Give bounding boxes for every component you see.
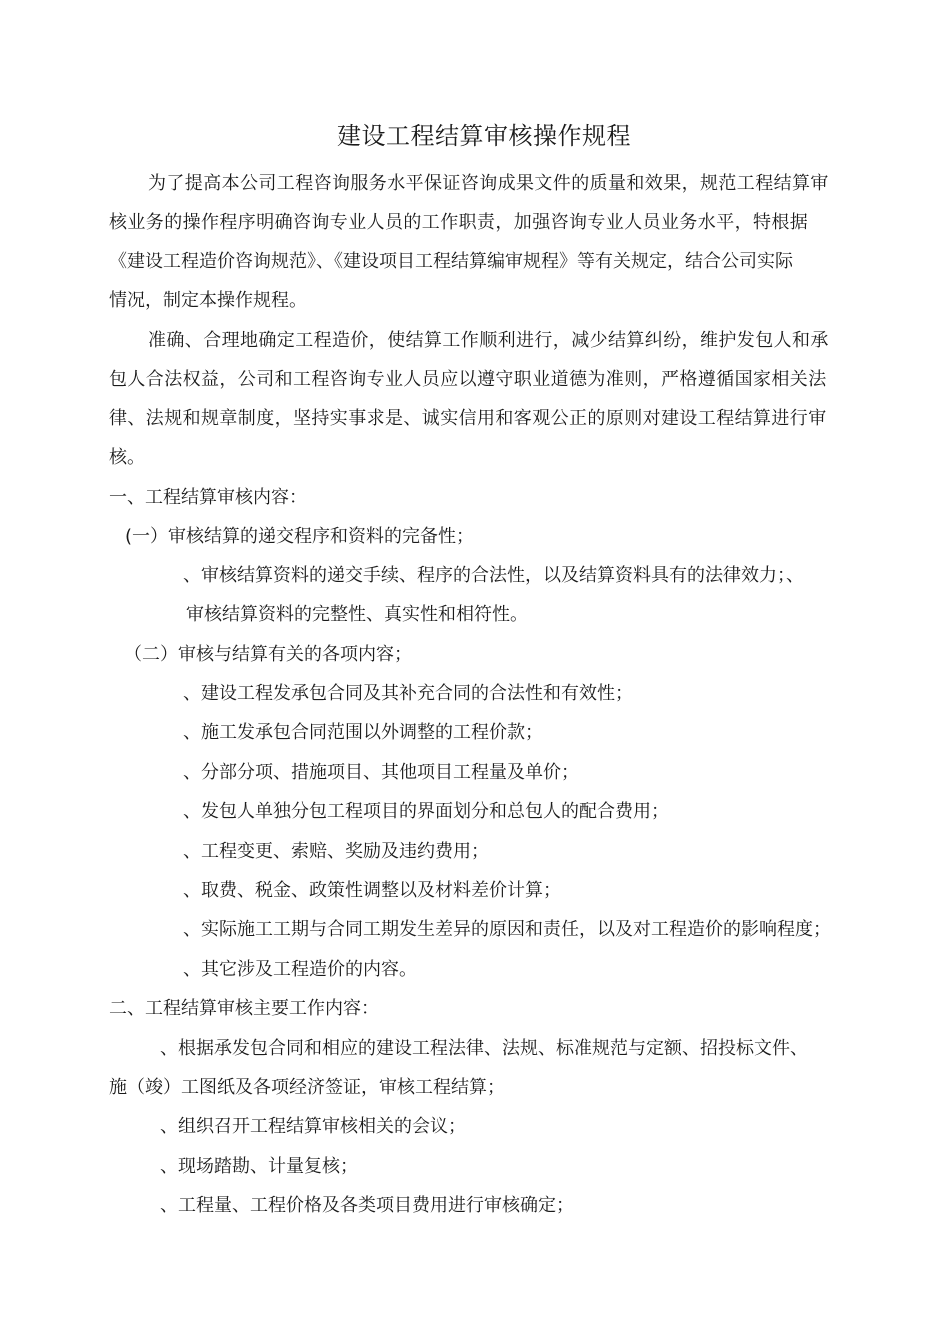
list-item: 、审核结算资料的递交手续、程序的合法性，以及结算资料具有的法律效力；、	[183, 565, 804, 586]
section-1-heading: 一、工程结算审核内容：	[109, 487, 307, 508]
subsection-2-heading: （二）审核与结算有关的各项内容；	[124, 644, 412, 665]
list-item: 、现场踏勘、计量复核；	[160, 1156, 358, 1177]
list-item: 、取费、税金、政策性调整以及材料差价计算；	[183, 880, 561, 901]
list-item: 、工程量、工程价格及各类项目费用进行审核确定；	[160, 1195, 574, 1216]
principle-line: 准确、合理地确定工程造价，使结算工作顺利进行，减少结算纠纷，维护发包人和承	[148, 330, 829, 351]
document-title: 建设工程结算审核操作规程	[337, 122, 631, 150]
list-item: 、根据承发包合同和相应的建设工程法律、法规、标准规范与定额、招投标文件、	[160, 1038, 808, 1059]
list-item: 施（竣）工图纸及各项经济签证，审核工程结算；	[109, 1077, 505, 1098]
intro-line: 为了提高本公司工程咨询服务水平保证咨询成果文件的质量和效果，规范工程结算审	[148, 173, 829, 194]
list-item: 、工程变更、索赔、奖励及违约费用；	[183, 841, 489, 862]
intro-line: 核业务的操作程序明确咨询专业人员的工作职责，加强咨询专业人员业务水平，特根据	[109, 212, 809, 233]
list-item: 、组织召开工程结算审核相关的会议；	[160, 1116, 466, 1137]
principle-line: 包人合法权益，公司和工程咨询专业人员应以遵守职业道德为准则，严格遵循国家相关法	[109, 369, 827, 390]
intro-line: 情况，制定本操作规程。	[109, 290, 307, 311]
list-item: 、施工发承包合同范围以外调整的工程价款；	[183, 722, 543, 743]
list-item: 、建设工程发承包合同及其补充合同的合法性和有效性；	[183, 683, 633, 704]
section-2-heading: 二、工程结算审核主要工作内容：	[109, 998, 379, 1019]
list-item: 审核结算资料的完整性、真实性和相符性。	[186, 604, 528, 625]
principle-line: 律、法规和规章制度，坚持实事求是、诚实信用和客观公正的原则对建设工程结算进行审	[109, 408, 827, 429]
list-item: 、分部分项、措施项目、其他项目工程量及单价；	[183, 762, 579, 783]
subsection-1-heading: (一）审核结算的递交程序和资料的完备性；	[125, 526, 475, 547]
principle-line: 核。	[109, 447, 145, 468]
list-item: 、其它涉及工程造价的内容。	[183, 959, 417, 980]
list-item: 、发包人单独分包工程项目的界面划分和总包人的配合费用；	[183, 801, 669, 822]
intro-line: 《建设工程造价咨询规范》、《建设项目工程结算编审规程》等有关规定，结合公司实际	[109, 251, 793, 272]
list-item: 、实际施工工期与合同工期发生差异的原因和责任，以及对工程造价的影响程度；	[183, 919, 831, 940]
